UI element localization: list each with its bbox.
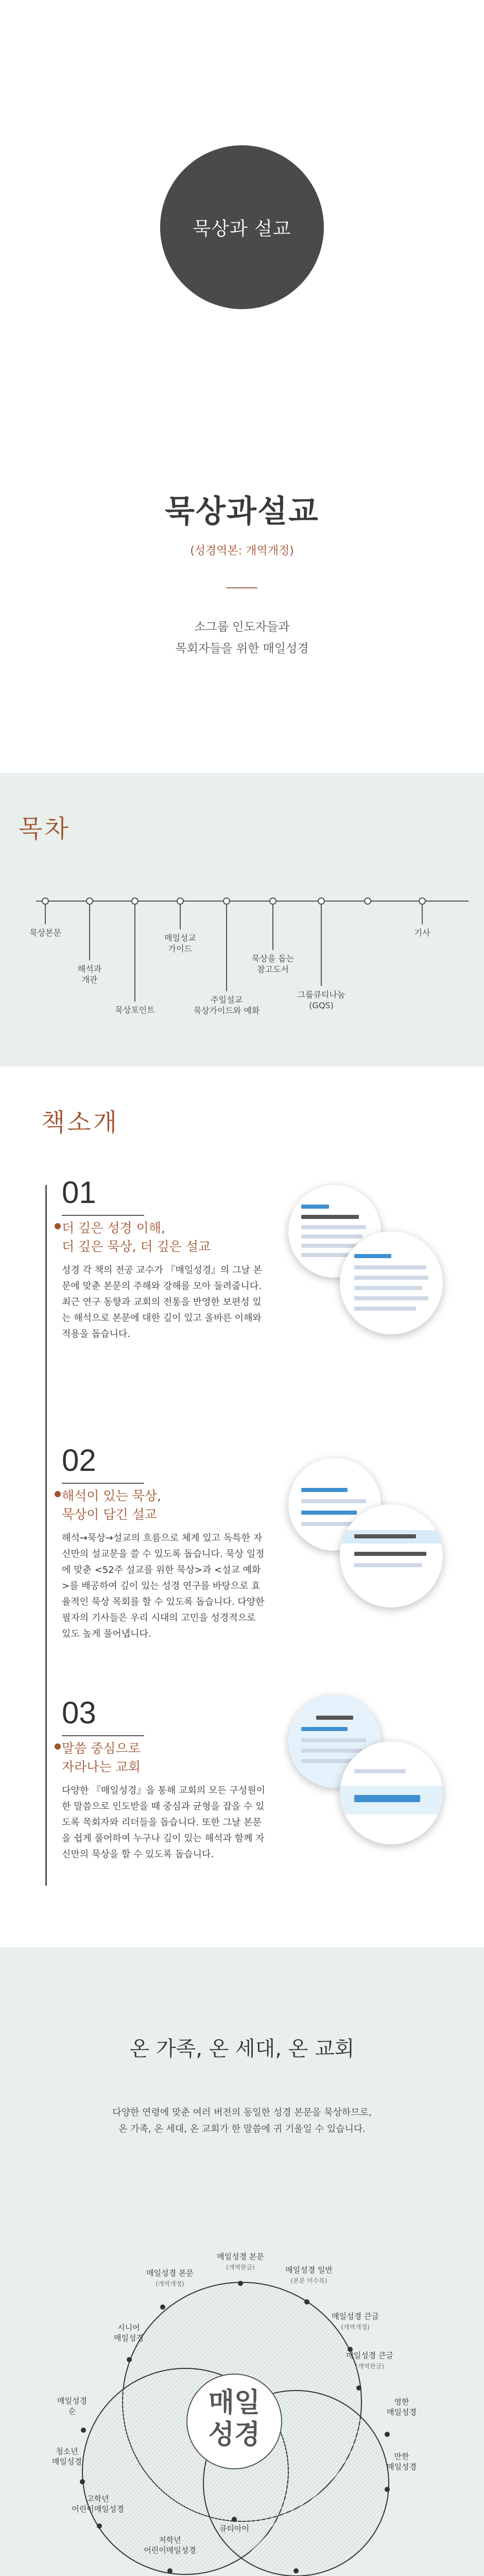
num-underline <box>62 1735 144 1736</box>
venn-label-text: 영한 매일성경 <box>387 2397 417 2417</box>
toc-item-label: 그룹큐티나눔 (GQS) <box>297 990 345 1010</box>
timeline-dot <box>55 1491 61 1497</box>
intro-body-1: 성경 각 책의 전공 교수가 『매일성경』의 그날 본문에 맞춘 본문의 주해와 강해를 모아 둘려줍니다. 최근 연구 동향과 교회의 전통을 반영한 보편성 있는 해석으로 본문에 대한 깊이 있고 올바른 이해와 적용을 돕습니다. <box>62 1265 263 1340</box>
venn-label-note: (개역개정) <box>341 2324 370 2331</box>
toc-dot <box>86 897 93 905</box>
venn-label <box>387 2451 417 2472</box>
toc-timeline <box>36 901 469 902</box>
toc-tick <box>180 905 181 929</box>
family-description <box>0 2105 484 2138</box>
preview-thumb-2b <box>340 1504 443 1607</box>
toc-item-label: 매일성교 가이드 <box>164 933 196 954</box>
book-title: 묵상과설교 <box>165 494 319 530</box>
desc-line-1: 소그룹 인도자들과 <box>194 620 290 634</box>
toc-tick <box>321 905 322 986</box>
toc-item-label: 묵상포인트 <box>115 1005 155 1015</box>
venn-label-text: 매일성경 일반 <box>285 2265 333 2275</box>
venn-label-text: 매일성경 큰글 <box>332 2312 379 2321</box>
venn-label-text: 고학년 어린이매일성경 <box>72 2494 124 2514</box>
hero-section <box>0 0 484 773</box>
venn-label-text: 매일성경 큰글 <box>346 2351 393 2360</box>
toc-item-label: 묵상을 돕는 참고도서 <box>251 954 295 974</box>
preview-thumb-1b <box>340 1231 443 1334</box>
intro-num-1: 01 <box>62 1175 96 1210</box>
venn-label-note: (개역한글) <box>355 2363 384 2370</box>
venn-label <box>52 2446 82 2467</box>
preview-thumb-3b <box>340 1741 443 1844</box>
toc-dot <box>419 897 426 905</box>
venn-label <box>219 2523 249 2534</box>
venn-label-text: 매일성경 본문 <box>217 2252 264 2261</box>
toc-dot <box>318 897 325 905</box>
venn-label <box>114 2323 144 2343</box>
book-description <box>0 616 484 659</box>
center-line-1: 매일 <box>208 2387 261 2418</box>
toc-dot <box>269 897 276 905</box>
venn-label-text: 시니어 매일성경 <box>114 2323 144 2343</box>
hero-badge-circle <box>160 145 324 309</box>
family-desc-line-2: 온 가족, 온 세대, 온 교회가 한 말씀에 귀 기울일 수 있습니다. <box>118 2124 366 2134</box>
venn-label <box>217 2251 264 2273</box>
toc-item-label: 묵상본문 <box>29 928 61 938</box>
venn-label-text: 매일성경 본문 <box>146 2268 194 2278</box>
toc-tick <box>226 905 227 991</box>
book-subtitle: (성경역본: 개역개정) <box>190 545 294 557</box>
timeline-dot <box>55 1743 61 1750</box>
intro-heading: 책소개 <box>41 1108 119 1137</box>
toc-dot <box>364 897 371 905</box>
venn-label-note: (개역한글) <box>226 2264 255 2271</box>
venn-label-text: 저학년 어린이매일성경 <box>144 2535 196 2555</box>
intro-num-3: 03 <box>62 1696 96 1730</box>
intro-num-2: 02 <box>62 1443 96 1478</box>
intro-title-3: 말씀 중심으로 자라나는 교회 <box>62 1741 141 1774</box>
venn-label <box>146 2268 194 2289</box>
toc-tick <box>134 905 135 1002</box>
timeline-dot <box>55 1223 61 1229</box>
toc-dot <box>42 897 49 905</box>
toc-section <box>0 773 484 1066</box>
venn-label <box>144 2535 196 2555</box>
toc-tick <box>422 905 423 924</box>
intro-title-1: 더 깊은 성경 이해, 더 깊은 묵상, 더 깊은 설교 <box>62 1221 211 1254</box>
num-underline <box>62 1215 144 1216</box>
family-section <box>0 1947 484 2576</box>
venn-label-text: 만한 매일성경 <box>387 2452 417 2471</box>
venn-label-note: (개역개정) <box>155 2280 184 2287</box>
toc-item-label: 주일설교 묵상가이드와 예화 <box>193 995 260 1015</box>
venn-label-text: 청소년 매일성경 <box>52 2447 82 2466</box>
venn-center-label <box>188 2387 281 2451</box>
toc-item-label: 해석과 개관 <box>77 964 102 985</box>
family-desc-line-1: 다양한 연령에 맞춘 여러 버전의 동일한 성경 본문을 묵상하므로, <box>112 2107 372 2118</box>
venn-label <box>285 2265 333 2286</box>
venn-label <box>332 2311 379 2332</box>
venn-label-text: 큐티아이 <box>219 2524 249 2533</box>
intro-body-3: 다양한 『매일성경』을 통해 교회의 모든 구성원이 한 말씀으로 인도받을 때 중심과 균형을 잡을 수 있도록 목회자와 리더들을 돕습니다. 또한 그날 본문을 쉽게 풀어하여 누구나 깊이 있는 해석과 함께 자신만의 묵상을 할 수 있도록 돕습니다. <box>62 1785 265 1860</box>
center-line-2: 성경 <box>208 2419 261 2450</box>
toc-item-label: 기사 <box>414 928 430 938</box>
intro-body-2: 해석→묵상→설교의 흐름으로 체계 있고 독특한 자신만의 설교문을 쓸 수 있도록 돕습니다. 묵상 일정에 맞춘 <52주 설교를 위한 묵상>과 <설교 예화>를 배공하여 깊이 있는 성경 연구를 바탕으로 효율적인 묵상 목회를 할 수 있도록 돕습니다. 다양한 필자의 기사들은 우리 시대의 고민을 성경적으로 있도 높게 풀어냅니다. <box>62 1533 265 1639</box>
toc-dot <box>177 897 184 905</box>
toc-dot <box>223 897 230 905</box>
num-underline <box>62 1483 144 1484</box>
toc-tick <box>89 905 90 960</box>
venn-label <box>57 2396 87 2416</box>
toc-heading: 목차 <box>19 815 71 843</box>
venn-label <box>346 2350 393 2371</box>
intro-section <box>0 1066 484 1947</box>
family-title: 온 가족, 온 세대, 온 교회 <box>129 2037 355 2061</box>
divider <box>227 587 257 588</box>
toc-tick <box>45 905 46 924</box>
toc-dot <box>131 897 139 905</box>
venn-label <box>387 2397 417 2417</box>
toc-tick <box>272 905 273 950</box>
intro-title-2: 해석이 있는 묵상, 묵상이 담긴 설교 <box>62 1488 161 1522</box>
venn-label <box>72 2494 124 2514</box>
intro-timeline <box>45 1185 47 1886</box>
venn-label-text: 매일성경 순 <box>57 2396 87 2416</box>
desc-line-2: 목회자들을 위한 매일성경 <box>175 642 309 655</box>
venn-label-note: (본문 미수록) <box>290 2277 327 2284</box>
hero-badge-text: 묵상과 설교 <box>193 218 291 240</box>
